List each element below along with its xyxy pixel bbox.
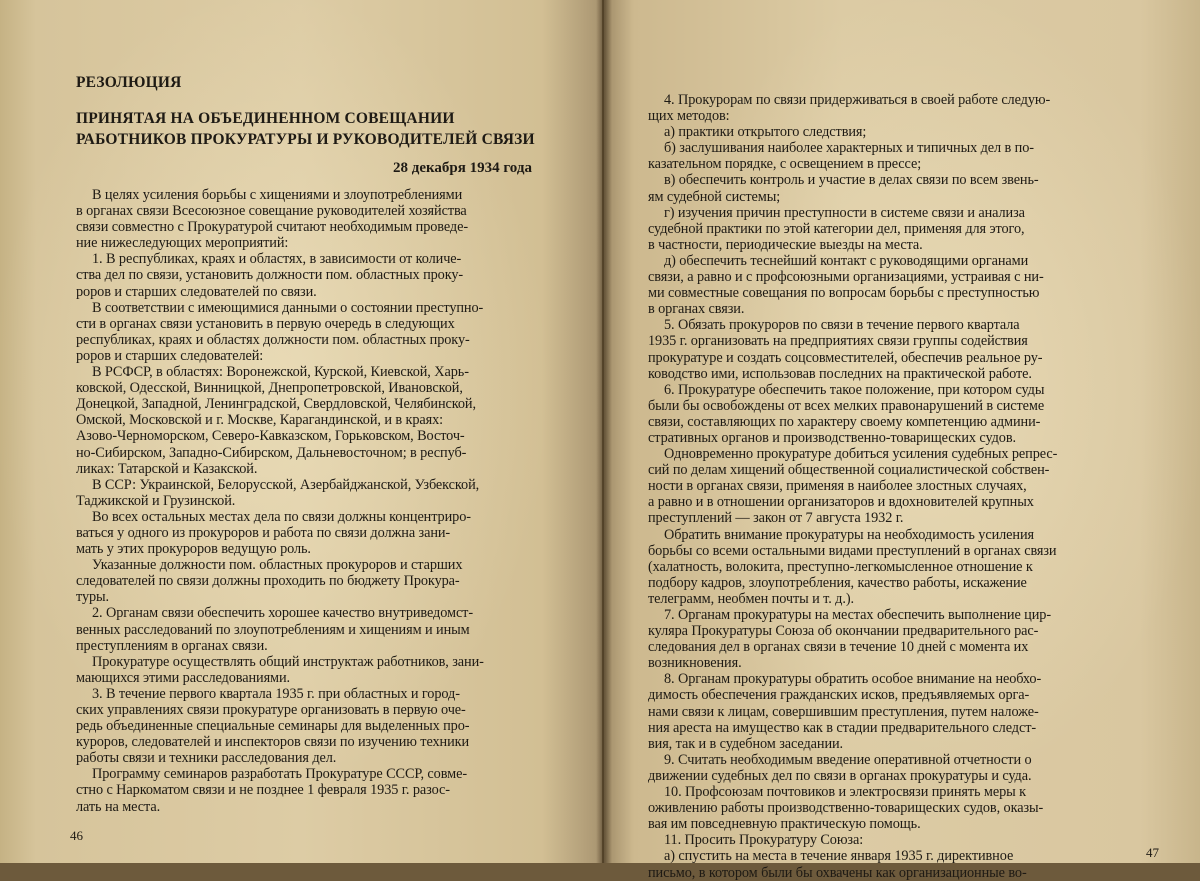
text-line: ния ареста на имущество как в стадии предварительного следст-: [648, 719, 1037, 736]
text-line: ства дел по связи, установить должности пом. областных проку-: [76, 267, 464, 284]
text-line: 11. Просить Прокуратуру Союза:: [664, 832, 864, 849]
text-line: (халатность, волокита, преступно-легкомысленное отношение к: [648, 558, 1033, 575]
text-line: мать у этих прокуроров ведущую роль.: [76, 541, 311, 558]
text-line: 7. Органам прокуратуры на местах обеспечить выполнение цир-: [664, 607, 1051, 623]
text-line: преступлений — закон от 7 августа 1932 г.: [648, 510, 904, 527]
text-line: димость обеспечения гражданских исков, предъявляемых орга-: [648, 687, 1030, 704]
right-page-text: [648, 92, 1168, 881]
text-line: подбору кадров, злоупотребления, качество работы, искажение: [648, 574, 1027, 591]
text-line: 1. В республиках, краях и областях, в зависимости от количе-: [92, 251, 462, 268]
text-line: ковской, Одесской, Винницкой, Днепропетровской, Ивановской,: [76, 380, 463, 397]
text-line: Во всех остальных местах дела по связи должны концентриро-: [92, 508, 471, 525]
text-line: куроров, следователей и инспекторов связи по изучению техники: [76, 734, 470, 751]
text-line: Прокуратуре осуществлять общий инструктаж работников, зани-: [92, 653, 484, 670]
text-line: 6. Прокуратуре обеспечить такое положение, при котором суды: [664, 381, 1045, 398]
resolution-title: РЕЗОЛЮЦИЯ: [76, 74, 182, 91]
text-line: ваться у одного из прокуроров и работа по связи должна зани-: [76, 524, 451, 541]
text-line: нами связи к лицам, совершившим преступления, путем наложе-: [648, 703, 1039, 720]
text-line: в органах связи Всесоюзное совещание руководителей хозяйства: [76, 203, 467, 220]
text-line: ских управлениях связи прокуратуре организовать в первую оче-: [76, 702, 466, 718]
text-line: ликах: Татарской и Казакской.: [76, 460, 258, 477]
text-line: куляра Прокуратуры Союза об окончании предварительного рас-: [648, 623, 1039, 640]
page-number-right: 47: [1146, 845, 1159, 860]
text-line: ям судебной системы;: [648, 188, 781, 205]
text-line: щих методов:: [648, 108, 730, 125]
text-line: ководство ими, использовав последних на практической работе.: [648, 365, 1032, 382]
text-line: работы связи и техники расследования дел.: [76, 750, 337, 767]
text-line: Таджикской и Грузинской.: [76, 492, 236, 509]
text-line: связи совместно с Прокуратурой считают необходимым проведе-: [76, 219, 469, 236]
text-line: оживлению работы производственно-товарищеских судов, оказы-: [648, 800, 1044, 817]
text-line: Программу семинаров разработать Прокуратуре СССР, совме-: [92, 766, 467, 783]
text-line: лать на места.: [76, 798, 161, 815]
text-line: были бы освобождены от всех мелких правонарушений в системе: [648, 397, 1045, 414]
text-line: сий по делам хищений общественной социалистической собствен-: [648, 462, 1050, 479]
text-line: В РСФСР, в областях: Воронежской, Курской, Киевской, Харь-: [92, 364, 469, 381]
text-line: мающихся этими расследованиями.: [76, 669, 291, 686]
text-line: борьбы со всеми остальными видами преступлений в органах связи: [648, 542, 1057, 559]
text-line: сти в органах связи установить в первую очередь в следующих: [76, 315, 455, 332]
text-line: В ССР: Украинской, Белорусской, Азербайджанской, Узбекской,: [92, 476, 480, 493]
text-line: В целях усиления борьбы с хищениями и злоупотреблениями: [92, 187, 463, 203]
text-line: следователей по связи должны проходить по бюджету Прокура-: [76, 573, 460, 590]
text-line: стративных органов и производственно-товарищеских судов.: [648, 429, 1016, 446]
left-page: [0, 0, 602, 863]
page-number-left: 46: [70, 828, 83, 843]
text-line: но-Сибирском, Западно-Сибирском, Дальневосточном; в респуб-: [76, 444, 467, 461]
text-line: вая им повседневную практическую помощь.: [648, 816, 921, 833]
text-line: казательном порядке, с освещением в прессе;: [648, 156, 922, 173]
text-line: а равно и в отношении организаторов и вдохновителей крупных: [648, 494, 1034, 511]
text-line: 3. В течение первого квартала 1935 г. при областных и город-: [92, 685, 460, 702]
text-line: В соответствии с имеющимися данными о состоянии преступно-: [92, 299, 484, 316]
left-page-text: [76, 187, 576, 815]
resolution-subtitle-line-1: ПРИНЯТАЯ НА ОБЪЕДИНЕННОМ СОВЕЩАНИИ: [76, 110, 455, 127]
text-line: Одновременно прокуратуре добиться усиления судебных репрес-: [664, 446, 1058, 463]
book-gutter: [596, 0, 612, 863]
text-line: роров и старших следователей по связи.: [76, 283, 317, 300]
text-line: Указанные должности пом. областных прокуроров и старших: [92, 557, 463, 574]
text-line: 9. Считать необходимым введение оперативной отчетности о: [664, 751, 1032, 768]
text-line: а) спустить на места в течение января 1935 г. директивное: [664, 848, 1014, 865]
text-line: судебной практики по этой категории дел, применяя для этого,: [648, 220, 1025, 237]
text-line: телеграмм, необмен почты и т. д.).: [648, 590, 854, 607]
text-line: связи, а равно и с профсоюзными организациями, устраивая с ни-: [648, 269, 1044, 286]
text-line: стно с Наркоматом связи и не позднее 1 февраля 1935 г. разос-: [76, 782, 450, 799]
text-line: роров и старших следователей:: [76, 347, 264, 364]
text-line: туры.: [76, 589, 110, 606]
text-line: 1935 г. организовать на предприятиях связи группы содействия: [648, 333, 1028, 350]
text-line: б) заслушивания наиболее характерных и типичных дел в по-: [664, 140, 1034, 157]
text-line: движении судебных дел по связи в органах прокуратуры и суда.: [648, 767, 1032, 784]
text-line: возникновения.: [648, 655, 742, 672]
right-page: [604, 0, 1200, 881]
text-line: в) обеспечить контроль и участие в делах связи по всем звень-: [664, 172, 1039, 189]
text-line: Обратить внимание прокуратуры на необходимость усиления: [664, 526, 1034, 543]
text-line: в частности, периодические выезды на места.: [648, 236, 923, 253]
resolution-date: 28 декабря 1934 года: [393, 160, 532, 176]
text-line: г) изучения причин преступности в системе связи и анализа: [664, 204, 1025, 221]
text-line: редь объединенные специальные семинары для выделенных про-: [76, 718, 470, 735]
text-line: 10. Профсоюзам почтовиков и электросвязи принять меры к: [664, 784, 1027, 801]
text-line: 8. Органам прокуратуры обратить особое внимание на необхо-: [664, 671, 1042, 688]
text-line: связи, составляющих по характеру своему компетенцию админи-: [648, 413, 1041, 430]
text-line: ности в органах связи, применяя в наиболее злостных случаях,: [648, 478, 1027, 495]
text-line: д) обеспечить теснейший контакт с руководящими органами: [664, 252, 1029, 269]
text-line: а) практики открытого следствия;: [664, 124, 867, 141]
text-line: вия, так и в судебном заседании.: [648, 735, 844, 752]
text-line: 5. Обязать прокуроров по связи в течение первого квартала: [664, 317, 1020, 334]
text-line: в органах связи.: [648, 301, 745, 318]
text-line: Азово-Черноморском, Северо-Кавказском, Горьковском, Восточ-: [76, 428, 465, 445]
text-line: Омской, Московской и г. Москве, Карагандинской, и в краях:: [76, 412, 444, 429]
text-line: 2. Органам связи обеспечить хорошее качество внутриведомст-: [92, 605, 473, 622]
text-line: республиках, краях и областях должности пом. областных проку-: [76, 331, 470, 348]
text-line: преступлениям в органах связи.: [76, 637, 268, 654]
text-line: ние нижеследующих мероприятий:: [76, 235, 289, 252]
text-line: Донецкой, Западной, Ленинградской, Свердловской, Челябинской,: [76, 396, 476, 413]
text-line: венных расследований по злоупотреблениям и хищениям и иным: [76, 621, 470, 638]
text-line: ми совместные совещания по вопросам борьбы с преступностью: [648, 285, 1040, 302]
text-line: письмо, в котором были бы охвачены как организационные во-: [648, 864, 1027, 881]
resolution-subtitle-line-2: РАБОТНИКОВ ПРОКУРАТУРЫ И РУКОВОДИТЕЛЕЙ СВЯЗИ: [76, 131, 535, 148]
text-line: 4. Прокурорам по связи придерживаться в своей работе следую-: [664, 92, 1051, 108]
text-line: прокуратуре и создать соцсовместителей, обеспечив реальное ру-: [648, 349, 1043, 366]
text-line: следования дел в органах связи в течение 10 дней с момента их: [648, 639, 1029, 656]
